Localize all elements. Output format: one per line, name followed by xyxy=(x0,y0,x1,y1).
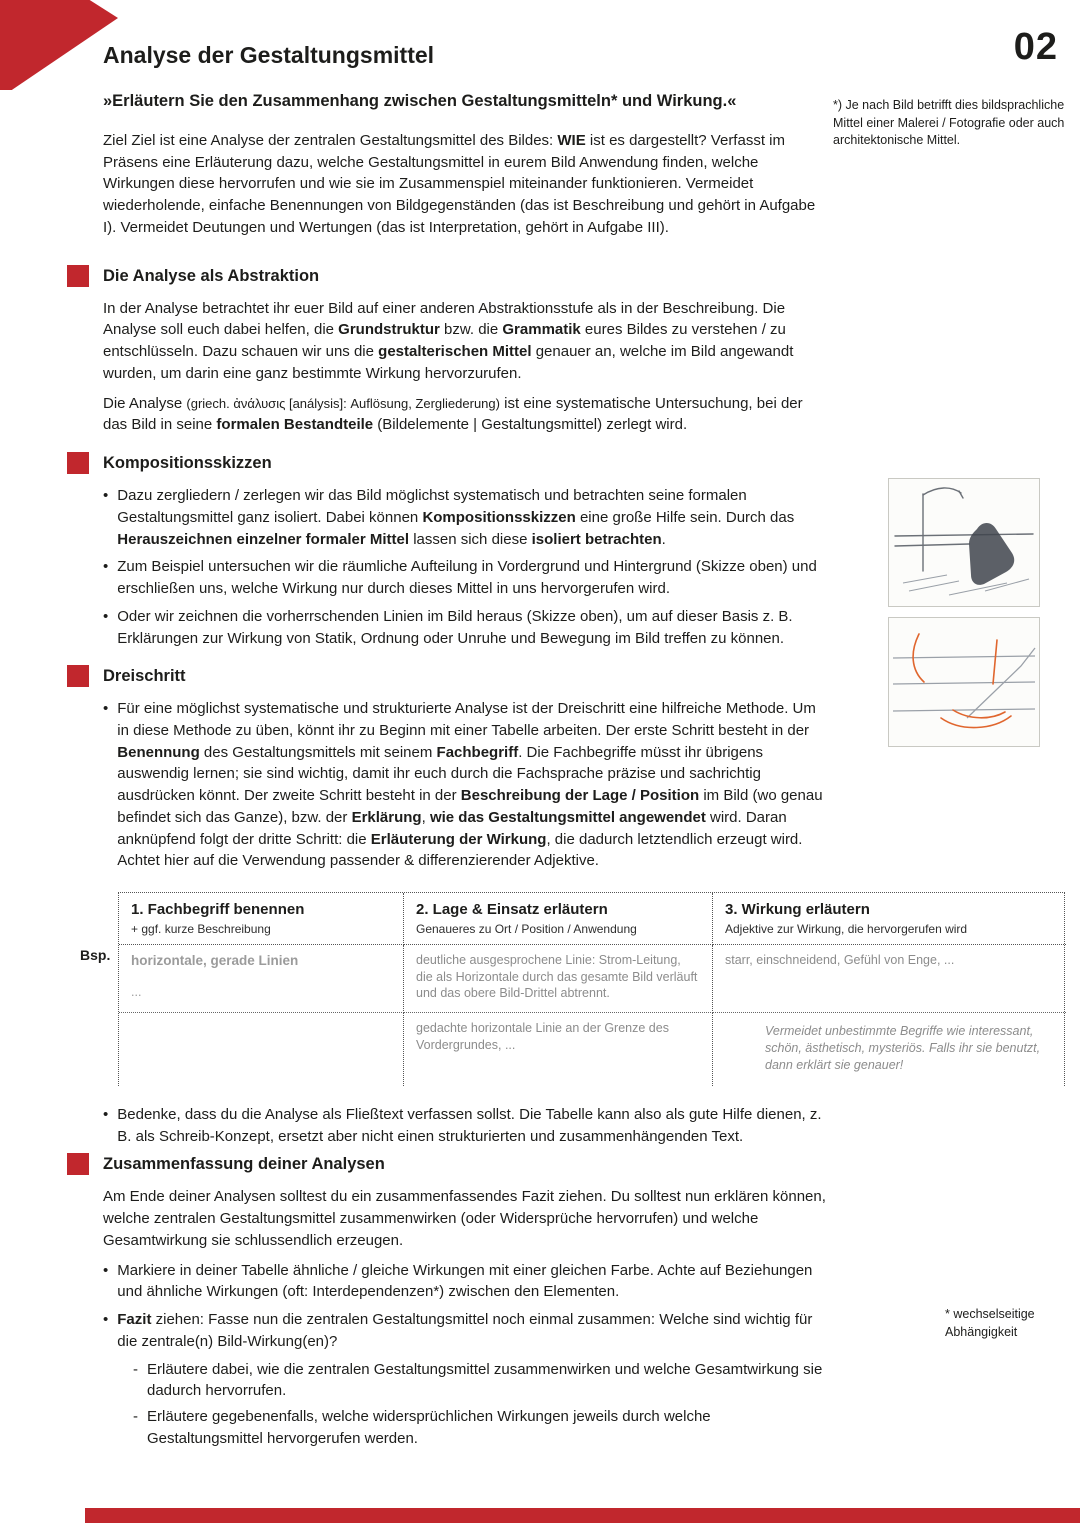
table-header-fachbegriff xyxy=(119,893,404,944)
corner-decoration xyxy=(0,0,118,90)
sub-item xyxy=(103,1406,830,1450)
red-square-marker xyxy=(67,665,89,687)
bullet-icon: • xyxy=(103,607,109,625)
table-cell-position-b: gedachte horizontale Linie an der Grenze des Vordergrundes, ... xyxy=(404,1013,713,1086)
sub-item xyxy=(103,1359,830,1403)
bullet-item xyxy=(103,556,830,600)
sub-item-text: Erläutere dabei, wie die zentralen Gestaltungsmittel zusammenwirken und welche Gesamtwirkung sie dadurch hervorrufen. xyxy=(147,1360,823,1400)
red-square-marker xyxy=(67,452,89,474)
table-cell-empty xyxy=(119,1013,404,1086)
bullet-item xyxy=(103,1309,830,1353)
bullet-icon: • xyxy=(103,1311,109,1329)
bullet-icon: • xyxy=(103,1105,109,1123)
red-square-marker xyxy=(67,1153,89,1175)
bullet-list xyxy=(103,698,830,872)
bullet-item xyxy=(103,1104,830,1148)
bullet-icon: • xyxy=(103,700,109,718)
paragraph: Am Ende deiner Analysen solltest du ein zusammenfassendes Fazit ziehen. Du solltest nun erklären können, welche zentralen Gestaltungsmittel zusammenwirken (oder Widersprüche hervorrufen) und welche Gesamtwirkung sie schlussendlich erzeugen. xyxy=(103,1188,826,1249)
bullet-text: Fazit ziehen: Fasse nun die zentralen Gestaltungsmittel noch einmal zusammen: Welche sind wichtig für die zentrale(n) Bild-Wirkung(en)? xyxy=(117,1311,813,1350)
bullet-list xyxy=(103,1260,830,1450)
section-kompositionsskizzen xyxy=(103,452,830,649)
section-heading-zusammenfassung xyxy=(103,1153,830,1177)
bullet-text: Zum Beispiel untersuchen wir die räumliche Aufteilung in Vordergrund und Hintergrund (Skizze oben) und erschließen uns, welche Wirkung nur durch dieses Mittel in uns hervorgerufen wird. xyxy=(117,558,817,598)
section-heading-abstraktion xyxy=(103,265,830,289)
section-heading-label: Die Analyse als Abstraktion xyxy=(103,266,320,285)
section-heading-label: Kompositionsskizzen xyxy=(103,454,272,473)
column-title: 1. Fachbegriff benennen xyxy=(131,901,305,919)
line-composition-sketch xyxy=(888,617,1040,747)
paragraph: In der Analyse betrachtet ihr euer Bild auf einer anderen Abstraktionsstufe als in der Beschreibung. Die Analyse soll euch dabei helfen, die Grundstruktur bzw. die Grammatik eures Bildes zu verstehen / zu entschlüsseln. Dazu schauen wir uns die gestalterischen Mittel genauer an, welche im Bild angewandt wurden, um darin eine ganz bestimmte Wirkung hervorzurufen. xyxy=(103,299,794,382)
red-square-marker xyxy=(67,265,89,287)
figure-composition-sketch xyxy=(888,478,1040,607)
dreischritt-table xyxy=(80,892,1065,1086)
column-subtitle: + ggf. kurze Beschreibung xyxy=(131,922,271,937)
section-heading-dreischritt xyxy=(103,665,830,689)
column-title: 3. Wirkung erläutern xyxy=(725,901,870,919)
section-zusammenfassung xyxy=(103,1153,830,1449)
footer-bar xyxy=(85,1508,1080,1523)
section-heading-kompositionsskizzen xyxy=(103,452,830,476)
term-more-text: ... xyxy=(131,984,142,999)
bullet-text: Dazu zergliedern / zerlegen wir das Bild möglichst systematisch und betrachten seine formalen Gestaltungsmittel ganz isoliert. Dabei können Kompositionsskizzen eine große Hilfe sein. Durch das Herauszeichnen einzelner formaler Mittel lassen sich diese isoliert betrachten. xyxy=(117,487,795,548)
bullet-list xyxy=(103,485,830,649)
sidenote-bottom: * wechselseitige Abhängigkeit xyxy=(945,1307,1035,1339)
page-number: 02 xyxy=(1013,26,1058,68)
section-abstraktion xyxy=(103,265,830,436)
dash-icon: - xyxy=(133,1360,138,1378)
table-grid xyxy=(118,892,1065,1086)
sidenote-top: *) Je nach Bild betrifft dies bildsprachliche Mittel einer Malerei / Fotografie oder auch architektonische Mittel. xyxy=(833,98,1065,147)
bullet-text: Oder wir zeichnen die vorherrschenden Linien im Bild heraus (Skizze oben), um auf dieser Basis z. B. Erklärungen zur Wirkung von Statik, Ordnung oder Unruhe und Bewegung im Bild treffen zu können. xyxy=(117,607,793,647)
table-cell-effect: starr, einschneidend, Gefühl von Enge, ... xyxy=(713,945,1066,1014)
term-text: horizontale, gerade Linien xyxy=(131,952,299,968)
sub-item-text: Erläutere gegebenenfalls, welche widersprüchlichen Wirkungen jeweils durch welche Gestaltungsmittel hervorgerufen werden. xyxy=(147,1408,711,1447)
table-cell-term xyxy=(119,945,404,1014)
intro-paragraph: Ziel Ziel ist eine Analyse der zentralen Gestaltungsmittel des Bildes: WIE ist es dargestellt? Verfasst im Präsens eine Erläuterung dazu, welche Gestaltungsmittel in eurem Bild Anwendung finden, welche Wirkungen diese hervorrufen und wie sie im Zusammenspiel miteinander funktionieren. Vermeidet wiederholende, einfache Benennungen von Bildgegenständen (das ist Beschreibung und gehört in Aufgabe I). Vermeidet Deutungen und Wertungen (das ist Interpretation, gehört in Aufgabe III). xyxy=(103,131,816,236)
bullet-item xyxy=(103,1260,830,1304)
bullet-icon: • xyxy=(103,558,109,576)
example-row-label: Bsp. xyxy=(80,947,111,964)
table-cell-position-a: deutliche ausgesprochene Linie: Strom-Leitung, die als Horizontale durch das gesamte Bild verläuft und das obere Bild-Drittel abtrennt. xyxy=(404,945,713,1014)
bullet-item xyxy=(103,606,830,650)
column-subtitle: Genaueres zu Ort / Position / Anwendung xyxy=(416,922,637,937)
section-heading-label: Dreischritt xyxy=(103,667,186,686)
column-title: 2. Lage & Einsatz erläutern xyxy=(416,901,608,919)
page-title: Analyse der Gestaltungsmittel xyxy=(103,42,435,68)
bullet-list xyxy=(103,1104,830,1148)
bullet-text: Bedenke, dass du die Analyse als Fließtext verfassen sollst. Die Tabelle kann also als gute Hilfe dienen, z. B. als Schreib-Konzept, ersetzt aber nicht einen strukturierten und zusammenhängenden Text. xyxy=(117,1105,822,1145)
dash-icon: - xyxy=(133,1408,138,1426)
table-cell-effect-note: Vermeidet unbestimmte Begriffe wie interessant, schön, ästhetisch, mysteriös. Falls ihr sie benutzt, dann erklärt sie genauer! xyxy=(765,1024,1041,1072)
bullet-item xyxy=(103,485,830,550)
section-dreischritt xyxy=(103,665,830,872)
bullet-text: Markiere in deiner Tabelle ähnliche / gleiche Wirkungen mit einer gleichen Farbe. Achte auf Beziehungen und ähnliche Wirkungen (oft: Interdependenzen*) zwischen den Elementen. xyxy=(117,1261,813,1301)
section-heading-label: Zusammenfassung deiner Analysen xyxy=(103,1155,385,1174)
table-header-lage xyxy=(404,893,713,944)
paragraph: Die Analyse (griech. ἀνάλυσις [análysis]: Auflösung, Zergliederung) ist eine systematische Untersuchung, bei der das Bild in seine formalen Bestandteile (Bildelemente | Gestaltungsmittel) zerlegt wird. xyxy=(103,394,803,434)
column-subtitle: Adjektive zur Wirkung, die hervorgerufen wird xyxy=(725,922,968,937)
task-headline: »Erläutern Sie den Zusammenhang zwischen Gestaltungsmitteln* und Wirkung.« xyxy=(103,92,737,110)
bullet-item xyxy=(103,698,830,872)
table-header-wirkung xyxy=(713,893,1066,944)
bullet-text: Für eine möglichst systematische und strukturierte Analyse ist der Dreischritt eine hilfreiche Methode. Um in diese Methode zu üben, könnt ihr zu Beginn mit einer Tabelle arbeiten. Der erste Schritt besteht in der Benennung des Gestaltungsmittels mit seinem Fachbegriff. Die Fachbegriffe müsst ihr übrigens auswendig lernen; sie sind wichtig, damit ihr euch durch die Fachsprache präzise und sachrichtig ausdrücken könnt. Der zweite Schritt besteht in der Beschreibung der Lage / Position im Bild (wo genau befindet sich das Ganze), bzw. der Erklärung, wie das Gestaltungsmittel angewendet wird. Daran anknüpfend folgt der dritte Schritt: die Erläuterung der Wirkung, die dadurch letztendlich erzeugt wird. Achtet hier auf die Verwendung passender & differenzierender Adjektive. xyxy=(117,700,823,870)
bullet-icon: • xyxy=(103,487,109,505)
bullet-icon: • xyxy=(103,1261,109,1279)
